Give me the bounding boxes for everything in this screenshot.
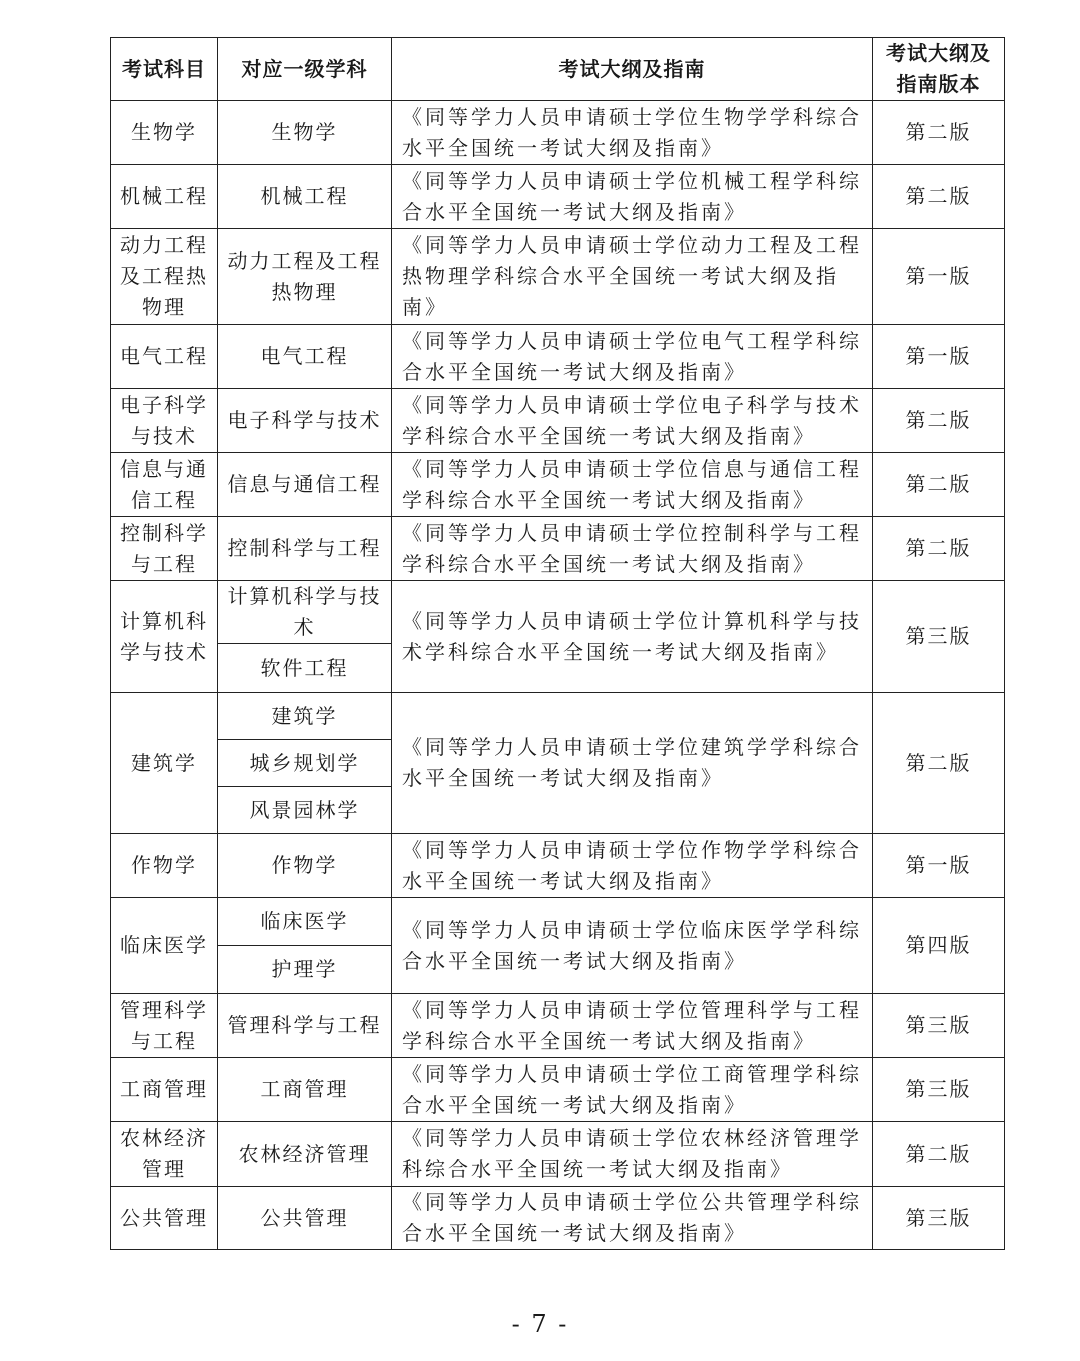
subject-cell: 电气工程	[111, 325, 218, 389]
header-discipline: 对应一级学科	[218, 38, 392, 101]
discipline-cell: 公共管理	[218, 1187, 392, 1250]
version-cell: 第一版	[873, 229, 1005, 325]
discipline-cell: 管理科学与工程	[218, 994, 392, 1058]
table-row	[111, 834, 1005, 898]
subject-cell: 公共管理	[111, 1187, 218, 1250]
subject-cell: 建筑学	[111, 693, 218, 834]
header-subject: 考试科目	[111, 38, 218, 101]
discipline-cell: 农林经济管理	[218, 1122, 392, 1187]
version-cell: 第三版	[873, 1187, 1005, 1250]
table-row	[111, 1058, 1005, 1122]
subject-cell: 管理科学与工程	[111, 994, 218, 1058]
version-cell: 第三版	[873, 581, 1005, 693]
version-cell: 第二版	[873, 101, 1005, 165]
guide-cell: 《同等学力人员申请硕士学位机械工程学科综合水平全国统一考试大纲及指南》	[392, 165, 873, 229]
discipline-cell: 机械工程	[218, 165, 392, 229]
guide-cell: 《同等学力人员申请硕士学位生物学学科综合水平全国统一考试大纲及指南》	[392, 101, 873, 165]
table-row	[111, 101, 1005, 165]
subject-cell: 控制科学与工程	[111, 517, 218, 581]
guide-cell: 《同等学力人员申请硕士学位动力工程及工程热物理学科综合水平全国统一考试大纲及指南》	[392, 229, 873, 325]
subject-cell: 计算机科学与技术	[111, 581, 218, 693]
discipline-cell: 软件工程	[218, 644, 392, 693]
guide-cell: 《同等学力人员申请硕士学位电气工程学科综合水平全国统一考试大纲及指南》	[392, 325, 873, 389]
guide-cell: 《同等学力人员申请硕士学位公共管理学科综合水平全国统一考试大纲及指南》	[392, 1187, 873, 1250]
table-row	[111, 453, 1005, 517]
header-version: 考试大纲及指南版本	[873, 38, 1005, 101]
discipline-cell: 作物学	[218, 834, 392, 898]
table-row	[111, 325, 1005, 389]
discipline-cell: 临床医学	[218, 898, 392, 946]
guide-cell: 《同等学力人员申请硕士学位作物学学科综合水平全国统一考试大纲及指南》	[392, 834, 873, 898]
table-row	[111, 994, 1005, 1058]
table-row	[111, 229, 1005, 325]
page-number: - 7 -	[511, 1310, 569, 1338]
version-cell: 第二版	[873, 693, 1005, 834]
subject-cell: 机械工程	[111, 165, 218, 229]
guide-cell: 《同等学力人员申请硕士学位计算机科学与技术学科综合水平全国统一考试大纲及指南》	[392, 581, 873, 693]
guide-cell: 《同等学力人员申请硕士学位电子科学与技术学科综合水平全国统一考试大纲及指南》	[392, 389, 873, 453]
subject-cell: 电子科学与技术	[111, 389, 218, 453]
guide-cell: 《同等学力人员申请硕士学位管理科学与工程学科综合水平全国统一考试大纲及指南》	[392, 994, 873, 1058]
table-row	[111, 693, 1005, 740]
discipline-cell: 工商管理	[218, 1058, 392, 1122]
version-cell: 第二版	[873, 389, 1005, 453]
discipline-cell: 计算机科学与技术	[218, 581, 392, 644]
guide-cell: 《同等学力人员申请硕士学位信息与通信工程学科综合水平全国统一考试大纲及指南》	[392, 453, 873, 517]
subject-cell: 农林经济管理	[111, 1122, 218, 1187]
subject-cell: 作物学	[111, 834, 218, 898]
table-row	[111, 898, 1005, 946]
guide-cell: 《同等学力人员申请硕士学位农林经济管理学科综合水平全国统一考试大纲及指南》	[392, 1122, 873, 1187]
guide-cell: 《同等学力人员申请硕士学位工商管理学科综合水平全国统一考试大纲及指南》	[392, 1058, 873, 1122]
subject-cell: 临床医学	[111, 898, 218, 994]
table-row	[111, 165, 1005, 229]
version-cell: 第二版	[873, 517, 1005, 581]
guide-cell: 《同等学力人员申请硕士学位控制科学与工程学科综合水平全国统一考试大纲及指南》	[392, 517, 873, 581]
version-cell: 第三版	[873, 994, 1005, 1058]
subject-cell: 生物学	[111, 101, 218, 165]
version-cell: 第二版	[873, 1122, 1005, 1187]
subject-cell: 动力工程及工程热物理	[111, 229, 218, 325]
discipline-cell: 控制科学与工程	[218, 517, 392, 581]
discipline-cell: 动力工程及工程热物理	[218, 229, 392, 325]
version-cell: 第四版	[873, 898, 1005, 994]
subject-cell: 工商管理	[111, 1058, 218, 1122]
exam-syllabus-table	[110, 37, 1005, 1250]
version-cell: 第一版	[873, 325, 1005, 389]
header-guide: 考试大纲及指南	[392, 38, 873, 101]
table-row	[111, 517, 1005, 581]
discipline-cell: 城乡规划学	[218, 740, 392, 787]
subject-cell: 信息与通信工程	[111, 453, 218, 517]
discipline-cell: 风景园林学	[218, 787, 392, 834]
guide-cell: 《同等学力人员申请硕士学位建筑学学科综合水平全国统一考试大纲及指南》	[392, 693, 873, 834]
table-row	[111, 581, 1005, 644]
table-row	[111, 389, 1005, 453]
discipline-cell: 护理学	[218, 946, 392, 994]
discipline-cell: 信息与通信工程	[218, 453, 392, 517]
discipline-cell: 电子科学与技术	[218, 389, 392, 453]
version-cell: 第二版	[873, 453, 1005, 517]
version-cell: 第三版	[873, 1058, 1005, 1122]
discipline-cell: 建筑学	[218, 693, 392, 740]
header-row	[111, 38, 1005, 101]
discipline-cell: 生物学	[218, 101, 392, 165]
table-row	[111, 1187, 1005, 1250]
guide-cell: 《同等学力人员申请硕士学位临床医学学科综合水平全国统一考试大纲及指南》	[392, 898, 873, 994]
table-row	[111, 1122, 1005, 1187]
version-cell: 第一版	[873, 834, 1005, 898]
discipline-cell: 电气工程	[218, 325, 392, 389]
version-cell: 第二版	[873, 165, 1005, 229]
